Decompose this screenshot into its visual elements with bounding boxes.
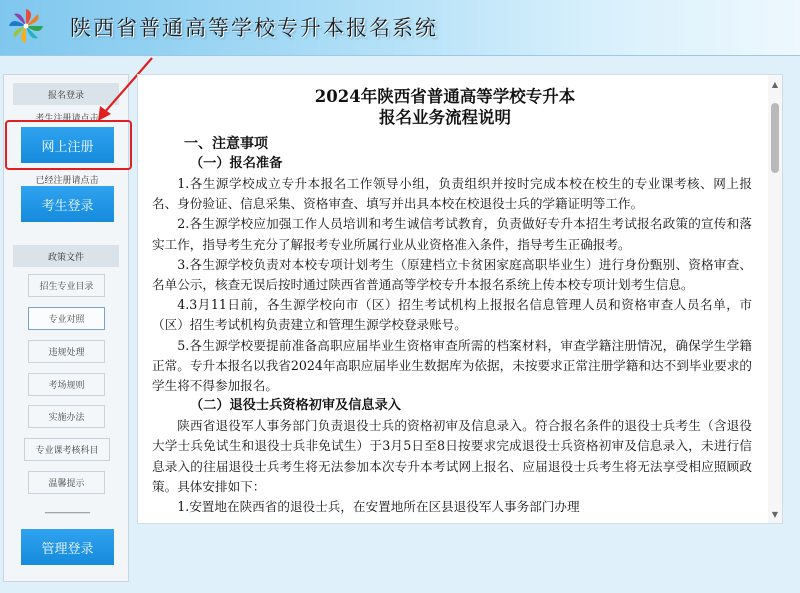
policy-link-violation[interactable]: 违规处理 (28, 340, 105, 363)
scrollbar-thumb[interactable] (771, 103, 779, 173)
paragraph: 4.3月11日前，各生源学校向市（区）招生考试机构上报报名信息管理人员和资格审查人员名单，市（区）招生考试机构负责建立和管理生源学校登录账号。 (152, 297, 752, 333)
notice-document[interactable] (137, 74, 783, 524)
admin-login-button[interactable]: 管理登录 (21, 529, 114, 565)
student-login-button[interactable]: 考生登录 (21, 186, 114, 222)
paragraph: 陕西省退役军人事务部门负责退役士兵的资格初审及信息录入。符合报名条件的退役士兵考生（含退役大学士兵免试生和退役士兵非免试生）于3月5日至8日按要求完成退役士兵资格初审及信息录入，未进行信息录入的往届退役士兵考生将无法参加本次专升本考试网上报名、应届退役士兵考生将无法享受相应照顾政策。具体安排如下： (152, 418, 752, 494)
sidebar-section-policy: 政策文件 (13, 245, 119, 267)
paragraph: 1.各生源学校成立专升本报名工作领导小组，负责组织并按时完成本校在校生的专业课考核、网上报名、身份验证、信息采集、资格审查、填写并出具本校在校退役士兵的学籍证明等工作。 (152, 176, 752, 212)
policy-link-implementation[interactable]: 实施办法 (28, 405, 105, 428)
policy-link-exam-rules[interactable]: 考场规则 (28, 373, 105, 396)
sidebar-section-register: 报名登录 (13, 83, 119, 105)
register-hint: 考生注册请点击 (35, 114, 99, 124)
pinwheel-logo-icon (6, 6, 46, 46)
scroll-up-arrow-icon[interactable]: ▲ (771, 79, 779, 89)
paragraph: 3.各生源学校负责对本校专项计划考生（原建档立卡贫困家庭高职毕业生）进行身份甄别、资格审查、名单公示，核查无误后按时通过陕西省普通高等学校专升本报名系统上传本校专项计划考生信息。 (152, 256, 752, 293)
policy-link-major-catalog[interactable]: 招生专业目录 (28, 274, 105, 297)
policy-link-major-mapping[interactable]: 专业对照 (28, 307, 105, 330)
paragraph: 1.安置地在陕西省的退役士兵，在安置地所在区县退役军人事务部门办理 (177, 499, 580, 515)
page-title: 陕西省普通高等学校专升本报名系统 (70, 16, 438, 40)
sidebar-divider: -------------------- (44, 508, 90, 518)
login-hint: 已经注册请点击 (35, 176, 99, 186)
section-heading: 一、注意事项 (184, 136, 268, 152)
header-banner (0, 0, 800, 56)
register-button[interactable]: 网上注册 (21, 127, 114, 163)
vertical-scrollbar[interactable] (768, 75, 782, 523)
document-title-line2: 报名业务流程说明 (379, 108, 511, 127)
subsection-heading: （二）退役士兵资格初审及信息录入 (190, 398, 401, 414)
paragraph: 2.各生源学校应加强工作人员培训和考生诚信考试教育，负责做好专升本招生考试报名政策的宣传和落实工作，指导考生充分了解报考专业所属行业从业资格准入条件，指导考生正确报考。 (152, 216, 752, 252)
subsection-heading: （一）报名准备 (190, 156, 283, 171)
scroll-down-arrow-icon[interactable]: ▼ (771, 509, 779, 519)
policy-link-tips[interactable]: 温馨提示 (28, 471, 105, 494)
paragraph: 5.各生源学校要提前准备高职应届毕业生资格审查所需的档案材料，审查学籍注册情况，确保学生学籍正常。专升本报名以我省2024年高职应届毕业生数据库为依据，未按要求正常注册学籍和达不到毕业要求的学生将不得参加报名。 (152, 337, 752, 394)
policy-link-exam-subjects[interactable]: 专业课考核科目 (24, 438, 110, 461)
document-title-line1: 2024年陕西省普通高等学校专升本 (314, 87, 576, 106)
annotation-highlight-box (5, 120, 132, 170)
